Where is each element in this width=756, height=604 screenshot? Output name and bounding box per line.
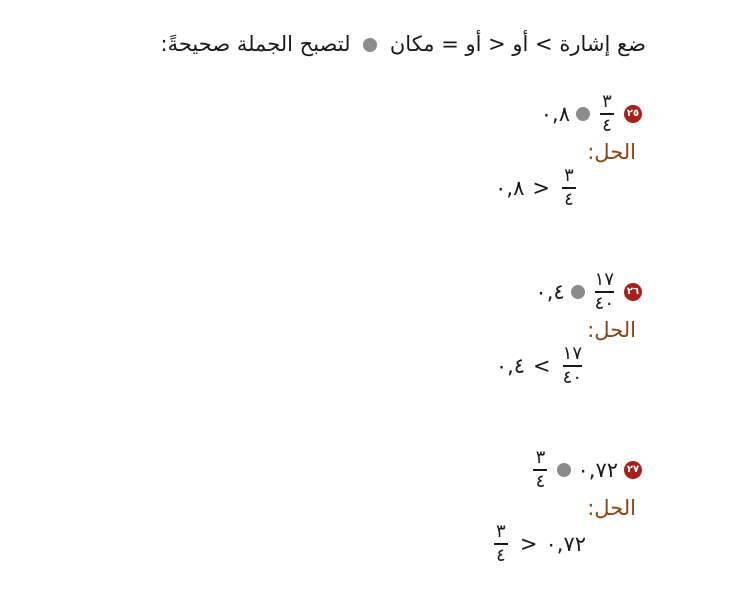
problem-number-badge: ٢٧ [624,461,642,479]
numerator: ١٧ [594,269,614,290]
gray-dot-icon [571,285,585,299]
solution-label: الحل: [587,496,636,520]
decimal-value: ٠,٧٢ [545,531,586,556]
comparison-operator: < [532,175,550,200]
denominator: ٤ [496,544,506,566]
numerator: ٣ [496,521,506,542]
gray-dot-icon [576,107,590,121]
fraction [600,92,614,136]
gray-dot-icon [557,463,571,477]
decimal-value: ٠,٤ [495,353,526,378]
problem-26 [535,270,642,314]
decimal-value: ٠,٨ [540,101,570,126]
solution-label: الحل: [587,140,636,164]
decimal-value: ٠,٨ [495,175,525,200]
fraction [563,344,582,388]
numerator: ٣ [535,447,546,468]
problem-number-badge: ٢٦ [624,283,642,301]
numerator: ١٧ [562,343,582,364]
solution-label: الحل: [587,318,636,342]
fraction [494,522,508,566]
comparison-operator: > [533,353,551,378]
instruction-text-start: ضع إشارة > أو < أو = مكان [389,32,646,56]
problem-25 [541,92,642,136]
denominator: ٤٠ [562,366,582,388]
fraction [533,448,547,492]
gray-dot-icon [363,38,377,52]
fraction [562,166,576,210]
denominator: ٤ [564,188,574,210]
problem-27 [529,448,642,492]
instruction [161,32,646,56]
answer-26 [496,344,586,388]
problem-number-badge: ٢٥ [624,105,642,123]
decimal-value: ٠,٧٢ [577,457,618,482]
numerator: ٣ [564,165,574,186]
answer-25 [495,166,580,210]
answer-27 [490,522,586,566]
fraction [595,270,614,314]
comparison-operator: < [519,531,538,556]
decimal-value: ٠,٤ [535,279,565,304]
numerator: ٣ [602,91,612,112]
denominator: ٤ [602,114,612,136]
denominator: ٤٠ [594,292,614,314]
instruction-text-end: لتصبح الجملة صحيحةً: [160,32,351,56]
denominator: ٤ [535,470,546,492]
